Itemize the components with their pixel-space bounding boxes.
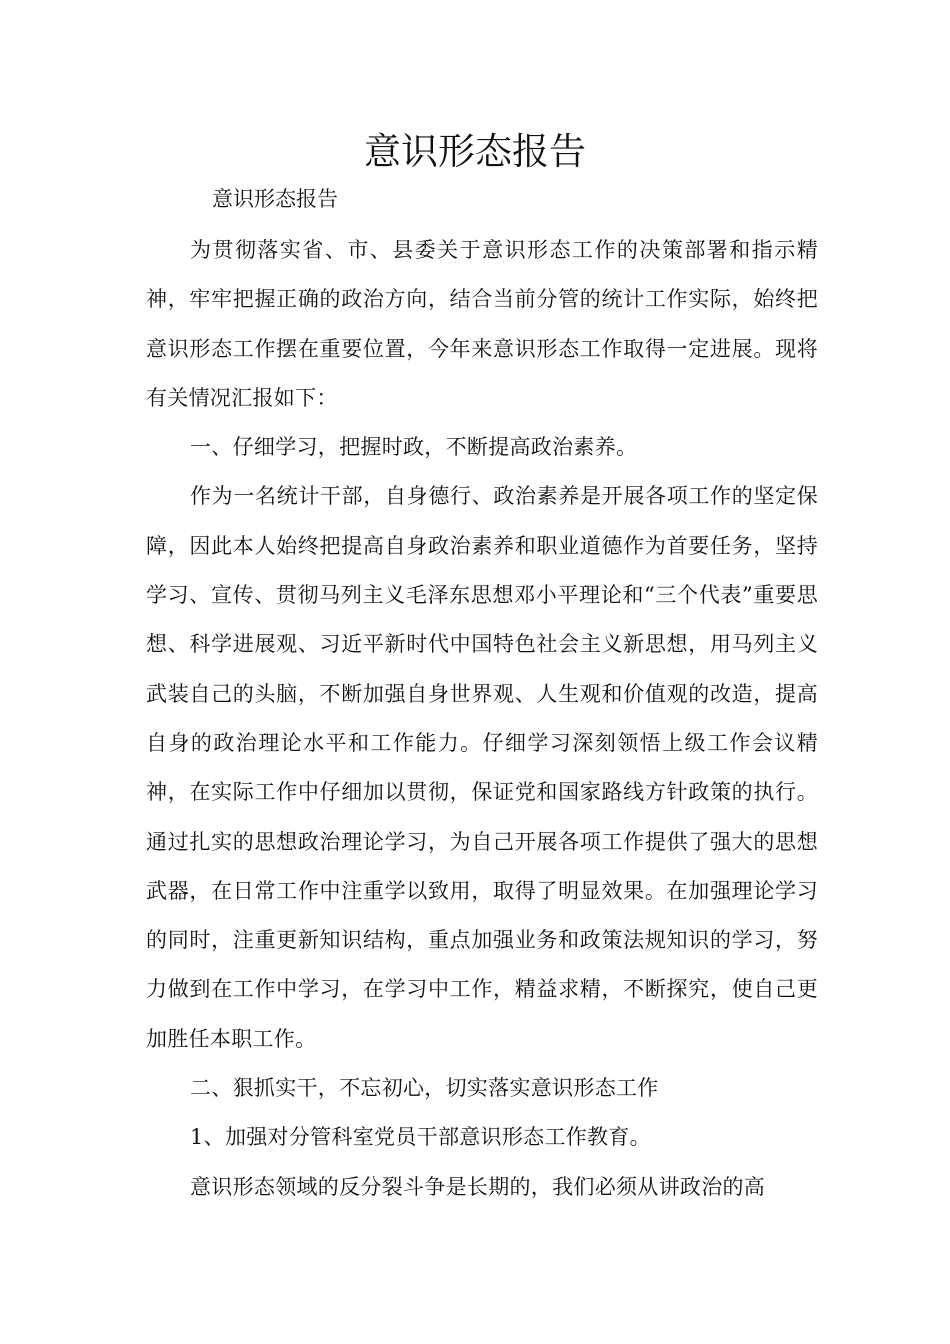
paragraph-ideology: 意识形态领域的反分裂斗争是长期的，我们必须从讲政治的高 [190,1174,766,1199]
document-subtitle: 意识形态报告 [212,187,338,211]
paragraph-intro: 为贯彻落实省、市、县委关于意识形态工作的决策部署和指示精神，牢牢把握正确的政治方向，结合当前分管的统计工作实际，始终把意识形态工作摆在重要位置，今年来意识形态工作取得一定进展。现将有关情况汇报如下： [146,238,818,410]
document-title: 意识形态报告 [364,130,586,173]
section-heading-1: 一、仔细学习，把握时政，不断提高政治素养。 [190,435,638,460]
document-body [146,226,818,1212]
section-heading-2: 二、狠抓实干，不忘初心，切实落实意识形态工作 [190,1076,659,1101]
subsection-heading-1: 1、加强对分管科室党员干部意识形态工作教育。 [190,1125,651,1150]
paragraph-study: 作为一名统计干部，自身德行、政治素养是开展各项工作的坚定保障，因此本人始终把提高自身政治素养和职业道德作为首要任务，坚持学习、宣传、贯彻马列主义毛泽东思想邓小平理论和“三个代表”重要思想、科学进展观、习近平新时代中国特色社会主义新思想，用马列主义武装自己的头脑，不断加强自身世界观、人生观和价值观的改造，提高自身的政治理论水平和工作能力。仔细学习深刻领悟上级工作会议精神，在实际工作中仔细加以贯彻，保证党和国家路线方针政策的执行。通过扎实的思想政治理论学习，为自己开展各项工作提供了强大的思想武器，在日常工作中注重学以致用，取得了明显效果。在加强理论学习的同时，注重更新知识结构，重点加强业务和政策法规知识的学习，努力做到在工作中学习，在学习中工作，精益求精，不断探究，使自己更加胜任本职工作。 [146,484,818,1051]
